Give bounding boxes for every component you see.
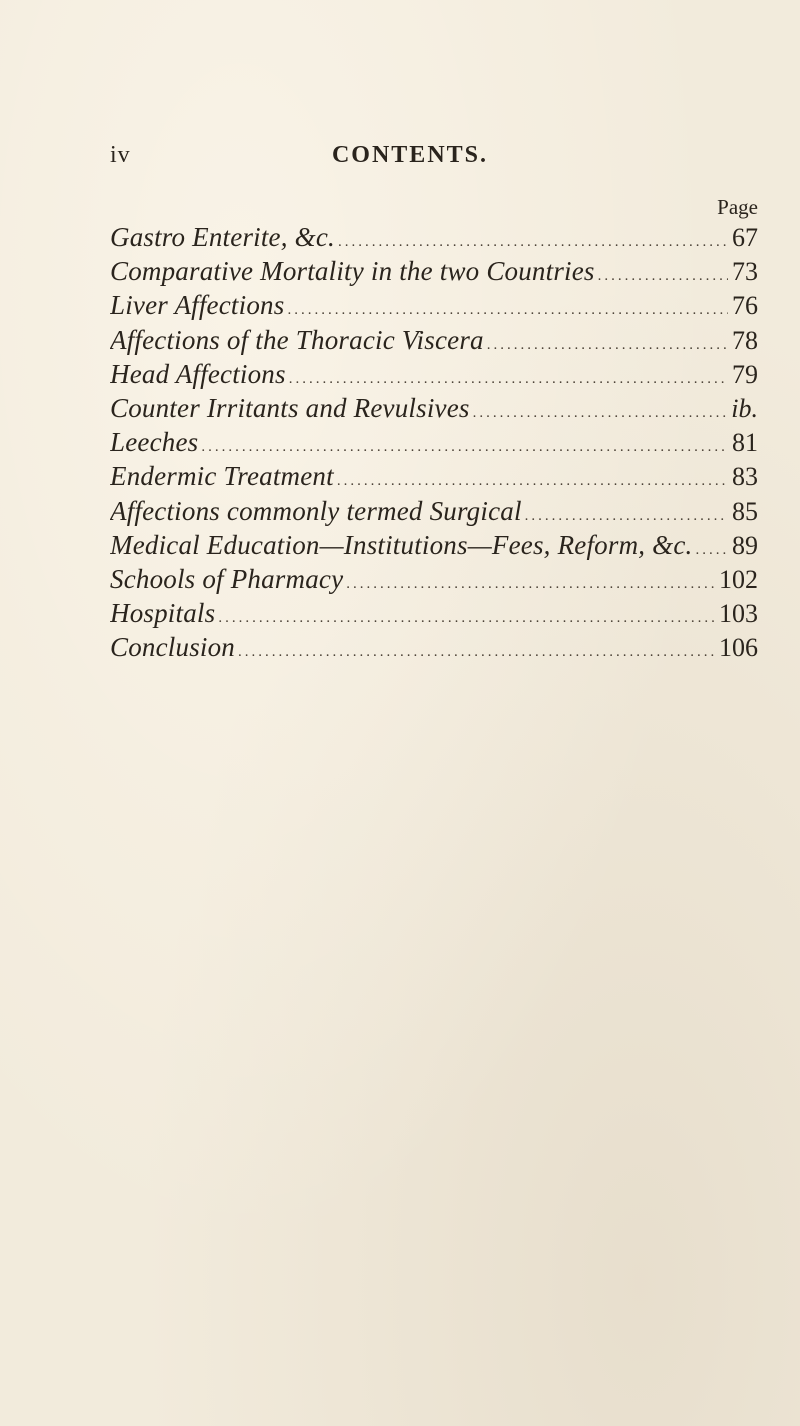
dot-leader	[487, 337, 728, 354]
toc-entry-title: Endermic Treatment	[110, 461, 334, 492]
toc-entry-title: Liver Affections	[110, 290, 285, 321]
page-title: CONTENTS.	[331, 142, 489, 168]
toc-entry-page: 106	[719, 633, 758, 663]
toc-entry-page: 78	[732, 325, 758, 355]
running-head	[110, 142, 750, 176]
toc-entry-title: Hospitals	[110, 598, 216, 629]
page-column-label: Page	[717, 195, 758, 219]
dot-leader	[218, 610, 715, 627]
toc-entry-surgical-affections	[110, 496, 758, 530]
table-of-contents	[110, 222, 758, 666]
dot-leader	[238, 644, 715, 661]
toc-entry-leeches	[110, 427, 758, 461]
toc-entry-schools-of-pharmacy	[110, 564, 758, 598]
dot-leader	[338, 234, 728, 251]
dot-leader	[525, 508, 728, 525]
toc-entry-title: Gastro Enterite, &c.	[110, 222, 335, 252]
toc-entry-page: 103	[719, 599, 758, 629]
toc-entry-comparative-mortality	[110, 256, 758, 290]
toc-entry-page: 79	[732, 359, 758, 389]
toc-entry-counter-irritants	[110, 393, 758, 427]
toc-entry-title: Affections of the Thoracic Viscera	[110, 324, 484, 355]
toc-entry-hospitals	[110, 598, 758, 632]
toc-entry-head-affections	[110, 359, 758, 393]
toc-entry-liver-affections	[110, 290, 758, 324]
toc-entry-page: 76	[732, 291, 758, 321]
toc-entry-page: 83	[732, 462, 758, 492]
dot-leader	[346, 576, 715, 593]
dot-leader	[598, 268, 728, 285]
dot-leader	[287, 302, 728, 319]
toc-entry-conclusion	[110, 632, 758, 666]
toc-entry-title: Schools of Pharmacy	[110, 563, 344, 594]
toc-entry-title: Counter Irritants and Revulsives	[110, 392, 470, 423]
toc-entry-title: Head Affections	[110, 358, 286, 389]
toc-entry-title: Leeches	[110, 427, 199, 458]
page-folio: iv	[110, 142, 131, 168]
toc-entry-thoracic-viscera	[110, 325, 758, 359]
toc-entry-page: 73	[732, 257, 758, 287]
toc-entry-page: 102	[719, 564, 758, 594]
toc-entry-title: Affections commonly termed Surgical	[110, 495, 522, 526]
dot-leader	[473, 405, 728, 422]
toc-entry-medical-education	[110, 530, 758, 564]
toc-entry-endermic-treatment	[110, 461, 758, 495]
toc-entry-page: 89	[732, 530, 758, 560]
toc-entry-page: ib.	[731, 393, 758, 423]
dot-leader	[201, 439, 728, 456]
toc-entry-title: Comparative Mortality in the two Countries	[110, 256, 595, 287]
toc-entry-title: Conclusion	[110, 632, 236, 663]
toc-entry-gastro-enterite	[110, 222, 758, 256]
toc-entry-title: Medical Education—Institutions—Fees, Reform, &c.	[110, 529, 693, 560]
toc-entry-page: 81	[732, 428, 758, 458]
dot-leader	[696, 542, 728, 559]
dot-leader	[289, 371, 728, 388]
toc-entry-page: 67	[732, 223, 758, 252]
toc-entry-page: 85	[732, 496, 758, 526]
dot-leader	[337, 473, 728, 490]
